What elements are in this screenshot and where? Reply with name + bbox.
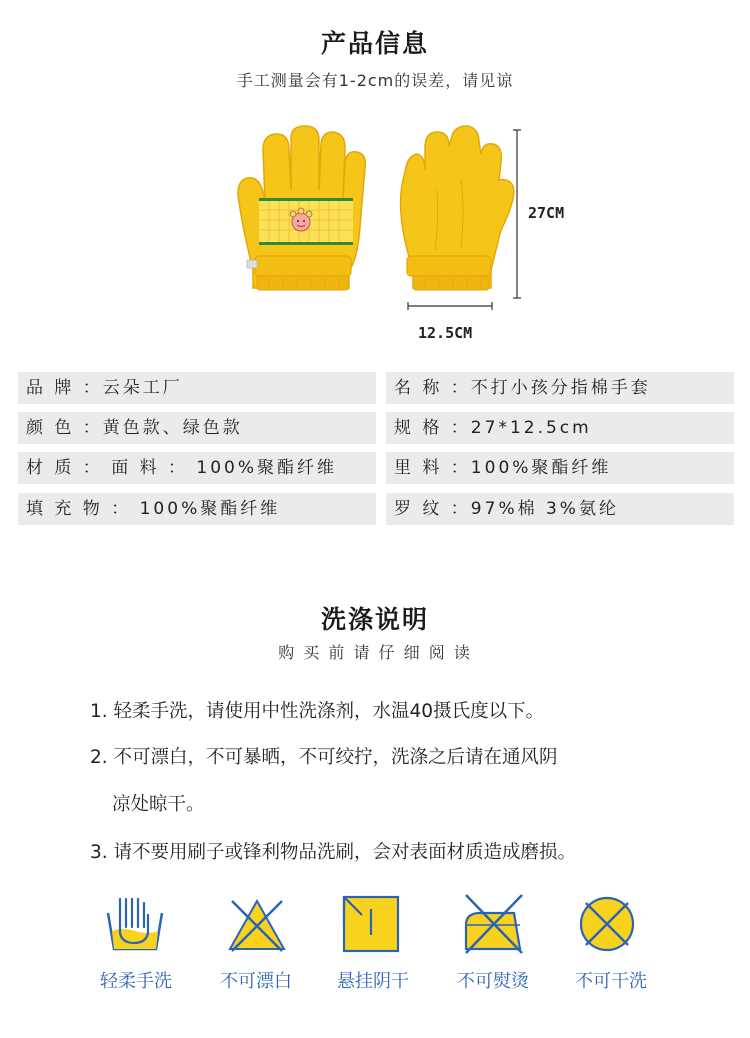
no-iron-icon — [460, 891, 526, 955]
spec-material: 材 质 ： 面 料 ： 100%聚酯纤维 — [18, 452, 376, 484]
hang-dry-shade-icon — [340, 893, 402, 955]
spec-lining: 里 料 ：100%聚酯纤维 — [386, 452, 734, 484]
width-label: 12.5CM — [418, 324, 473, 342]
no-bleach-icon — [226, 895, 288, 955]
care-label-no-dry-clean: 不可干洗 — [575, 971, 647, 992]
wash-line-3: 3. 请不要用刷子或锋利物品洗刷，会对表面材质造成磨损。 — [90, 842, 577, 863]
height-label: 27CM — [528, 204, 565, 222]
spec-brand: 品 牌 ：云朵工厂 — [18, 372, 376, 404]
care-label-hang-dry: 悬挂阴干 — [337, 971, 409, 992]
wash-line-1: 1. 轻柔手洗，请使用中性洗涤剂，水温40摄氏度以下。 — [90, 701, 545, 722]
spec-filling: 填 充 物 ： 100%聚酯纤维 — [18, 493, 376, 525]
product-info-subtitle: 手工测量会有1-2cm的误差，请见谅 — [236, 71, 514, 90]
wash-subtitle: 购 买 前 请 仔 细 阅 读 — [278, 643, 472, 662]
spec-rib: 罗 纹 ：97%棉 3%氨纶 — [386, 493, 734, 525]
no-dry-clean-icon — [576, 893, 638, 955]
spec-name: 名 称 ：不打小孩分指棉手套 — [386, 372, 734, 404]
glove-front — [238, 126, 365, 290]
spec-color: 颜 色 ：黄色款、绿色款 — [18, 412, 376, 444]
product-info-title: 产品信息 — [320, 29, 429, 58]
care-label-no-bleach: 不可漂白 — [220, 971, 292, 992]
glove-back — [401, 126, 514, 290]
wash-line-2-cont: 凉处晾干。 — [112, 794, 205, 815]
gloves-illustration — [225, 120, 525, 310]
care-label-hand-wash: 轻柔手洗 — [100, 971, 172, 992]
spec-size: 规 格 ：27*12.5cm — [386, 412, 734, 444]
care-label-no-iron: 不可熨烫 — [457, 971, 529, 992]
wash-title: 洗涤说明 — [320, 605, 429, 634]
wash-line-2: 2. 不可漂白，不可暴晒，不可绞拧，洗涤之后请在通风阴 — [90, 747, 558, 768]
hand-wash-icon — [104, 893, 166, 955]
